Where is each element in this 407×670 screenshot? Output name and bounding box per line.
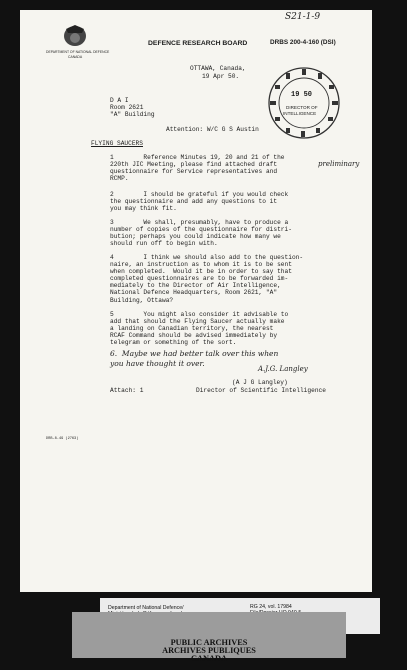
signer-name: (A J G Langley): [232, 379, 288, 386]
paragraph-4: 4 I think we should also add to the question- naire, an instruction as to whom it is to be sent when completed. Would it be in order to say that completed questionnaires are to be forwarded im- mediately to the Director of Air Intelligence, National Defence Headquarters, Room 2621, "A" Building, Ottawa?: [110, 254, 304, 304]
address-line3: "A" Building: [110, 111, 155, 118]
stamp-line2: INTELLIGENCE: [283, 111, 317, 116]
stamp-line1: DIRECTOR OF: [286, 105, 318, 110]
crest-icon: [60, 24, 90, 48]
form-number: DRB-8-49 (2763): [46, 437, 79, 441]
file-reference: DRBS 200-4-160 (DSI): [270, 39, 336, 46]
paragraph-2: 2 I should be grateful if you would check the questionnaire and add any questions to it you may think fit.: [110, 191, 289, 213]
paragraph-1: 1 Reference Minutes 19, 20 and 21 of the 220th JIC Meeting, please find attached draft questionnaire for Service representatives and RCMP.: [110, 154, 285, 183]
handwritten-paragraph-6: 6. Maybe we had better talk over this when you have thought it over.: [110, 349, 279, 368]
place: OTTAWA, Canada,: [190, 65, 246, 72]
signature: A.J.G. Langley: [258, 365, 308, 373]
archive-line3: CANADA: [191, 654, 227, 663]
dept-seal-country: CANADA: [68, 55, 83, 59]
dept-name-en: Department of National Defence/: [108, 605, 184, 611]
board-name: DEFENCE RESEARCH BOARD: [148, 40, 248, 47]
attachment-count: Attach: 1: [110, 387, 144, 394]
attention-line: Attention: W/C G S Austin: [166, 126, 259, 133]
dept-seal-caption: DEPARTMENT OF NATIONAL DEFENCE: [46, 50, 110, 54]
address-line1: D A I: [110, 97, 129, 104]
stamp-date: 19 50: [291, 91, 313, 99]
archive-line2: ARCHIVES PUBLIQUES: [162, 646, 256, 655]
handwritten-file-number: S21-1-9: [285, 12, 321, 22]
record-group: RG 24, vol. 17984: [250, 604, 292, 610]
received-stamp: [266, 65, 342, 141]
archive-line1: PUBLIC ARCHIVES: [170, 638, 248, 647]
public-archives-stamp: [72, 612, 346, 663]
signer-title: Director of Scientific Intelligence: [196, 387, 326, 394]
paragraph-3: 3 We shall, presumably, have to produce a number of copies of the questionnaire for distri- bution; perhaps you could indicate how many we should run off to begin with.: [110, 219, 292, 248]
handwritten-insert: preliminary: [318, 160, 360, 168]
paragraph-5: 5 You might also consider it advisable to add that should the Flying Saucer actually make a landing on Canadian territory, the nearest RCAF Command should be advised immediately by telegram or something of the sort.: [110, 311, 289, 347]
address-line2: Room 2621: [110, 104, 144, 111]
document-page: [20, 10, 372, 592]
letter-date: 19 Apr 50.: [202, 73, 240, 80]
subject-heading: FLYING SAUCERS: [91, 140, 143, 147]
